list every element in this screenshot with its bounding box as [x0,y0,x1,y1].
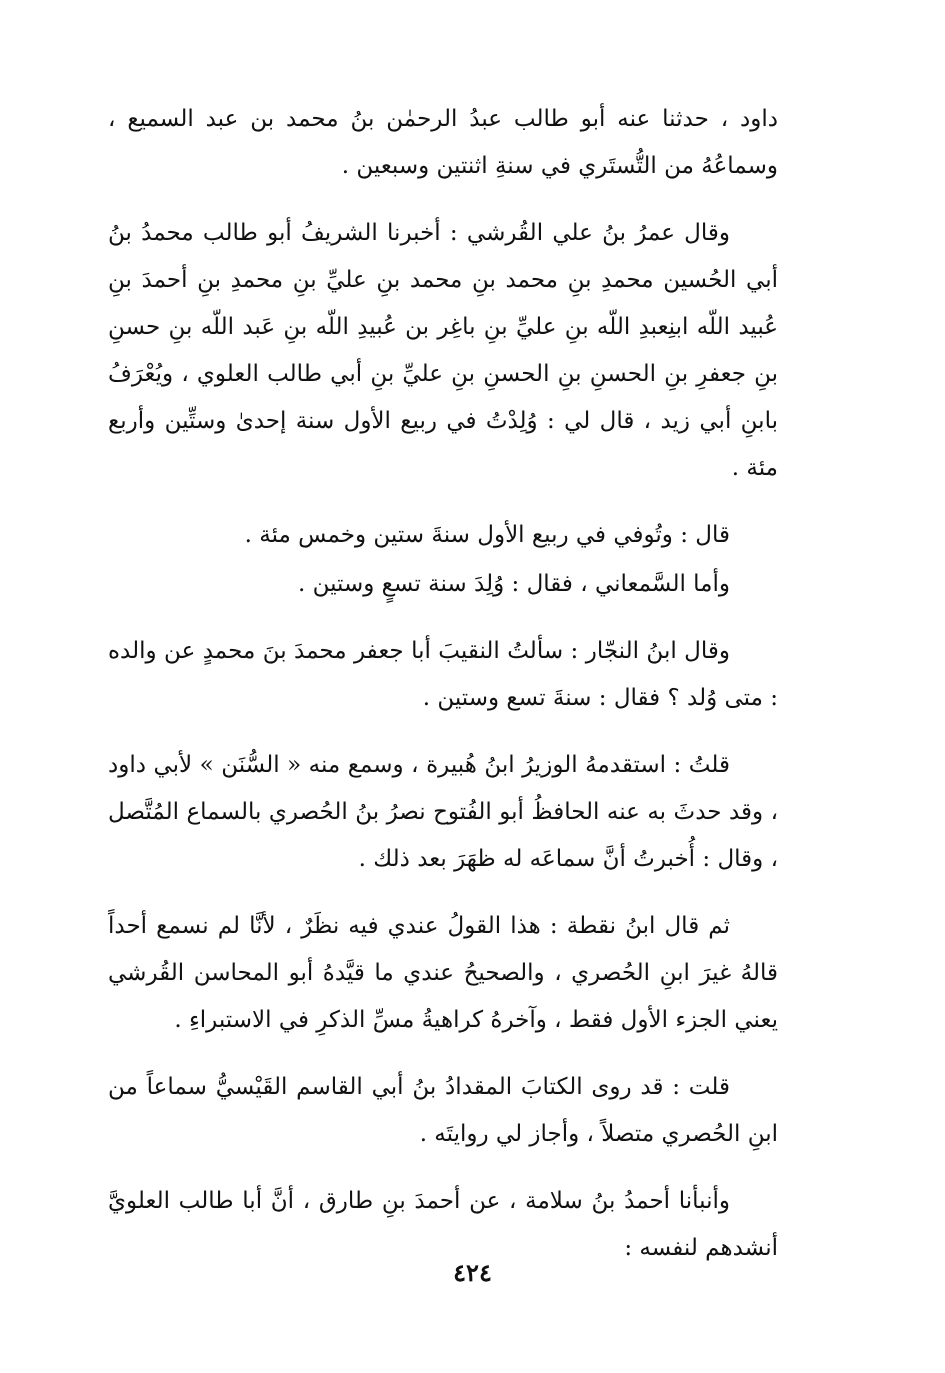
page-number: ٤٢٤ [453,1258,492,1287]
paragraph-5: وقال ابنُ النجّار : سألتُ النقيبَ أبا جعفر محمدَ بنَ محمدٍ عن والده : متى وُلد ؟ فقال : سنةَ تسع وستين . [108,638,778,711]
paragraph-8: قلت : قد روى الكتابَ المقدادُ بنُ أبي القاسم القَيْسيُّ سماعاً من ابنِ الحُصري متصلاً ، وأجاز لي روايتَه . [108,1074,778,1147]
paragraph-2: وقال عمرُ بنُ علي القُرشي : أخبرنا الشريفُ أبو طالب محمدُ بنُ أبي الحُسين محمدِ بنِ محمد بنِ محمد بنِ عليِّ بنِ محمدِ بنِ أحمدَ بنِ عُبيد اللّه ابنِعبدِ اللّه بنِ عليِّ بنِ باغِر بن عُبيدِ اللّه بنِ عَبد اللّه بنِ حسنِ بنِ جعفرِ بنِ الحسنِ بنِ الحسنِ بنِ عليِّ بنِ أبي طالب العلوي ، ويُعْرَفُ بابنِ أبي زيد ، قال لي : وُلِدْتُ في ربيع الأول سنة إحدىٰ وستِّين وأربع مئة . [108,220,778,481]
paragraph-3: قال : وتُوفي في ربيع الأول سنةَ ستين وخمس مئة . [244,522,730,548]
paragraph-4: وأما السَّمعاني ، فقال : وُلِدَ سنة تسعٍ وستين . [297,571,730,597]
paragraph-1: داود ، حدثنا عنه أبو طالب عبدُ الرحمٰن بنُ محمد بن عبد السميع ، وسماعُهُ من التُّستَري في سنةِ اثنتين وسبعين . [108,106,778,179]
paragraph-7: ثم قال ابنُ نقطة : هذا القولُ عندي فيه نظَرٌ ، لأنَّا لم نسمع أحداً قالهُ غيرَ ابنِ الحُصري ، والصحيحُ عندي ما قيَّدهُ أبو المحاسن القُرشي يعني الجزء الأول فقط ، وآخرهُ كراهيةُ مسِّ الذكرِ في الاستبراءِ . [108,913,778,1033]
body-text [108,96,778,1272]
paragraph-9: وأنبأنا أحمدُ بنُ سلامة ، عن أحمدَ بنِ طارق ، أنَّ أبا طالب العلويَّ أنشدهم لنفسه : [108,1188,778,1261]
paragraph-6: قلتُ : استقدمهُ الوزيرُ ابنُ هُبيرة ، وسمع منه « السُّنَن » لأبي داود ، وقد حدثَ به عنه الحافظُ أبو الفُتوح نصرُ بنُ الحُصري بالسماع المُتَّصل ، وقال : أُخبرتُ أنَّ سماعَه له ظهَرَ بعد ذلك . [108,752,778,872]
